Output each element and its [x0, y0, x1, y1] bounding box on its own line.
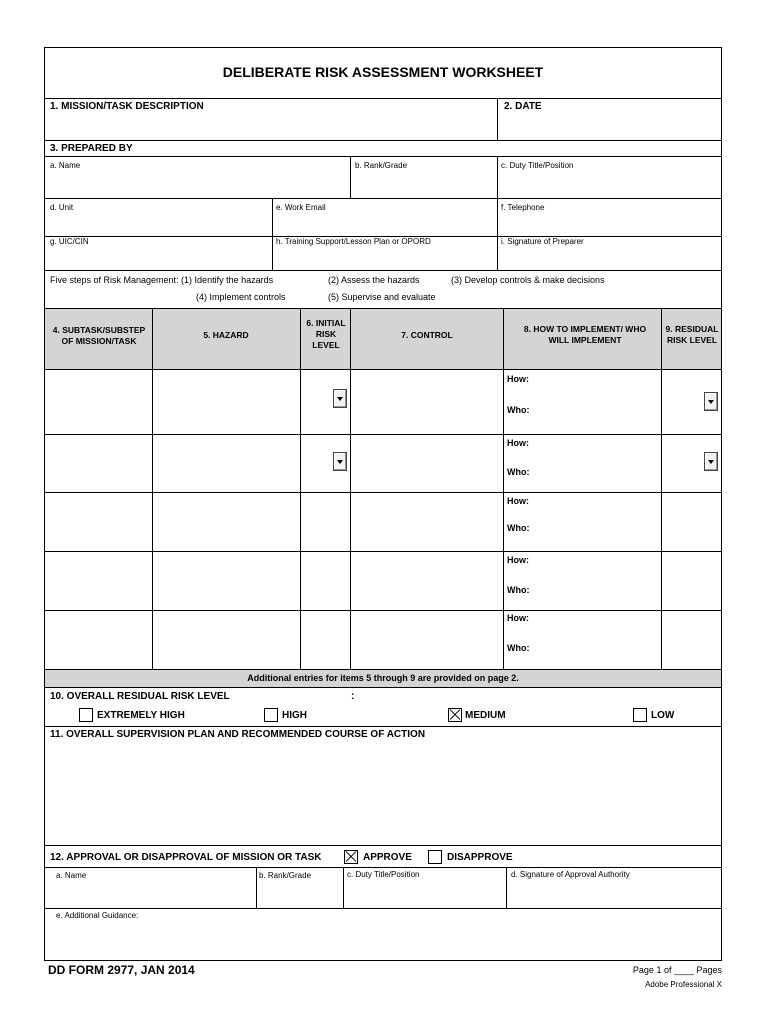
steps-line2-a: (4) Implement controls — [196, 292, 286, 302]
row4-control-cell[interactable] — [353, 554, 501, 608]
mission-task-label: 1. MISSION/TASK DESCRIPTION — [50, 101, 204, 112]
risk-assessment-form — [44, 47, 722, 961]
telephone-field[interactable] — [500, 214, 716, 234]
disapprove-label: DISAPPROVE — [447, 852, 513, 863]
additional-guidance-label: e. Additional Guidance: — [56, 911, 139, 920]
row1-residual-risk-dropdown[interactable] — [704, 392, 718, 411]
row1-who-label: Who: — [507, 405, 530, 415]
preparer-duty-label: c. Duty Title/Position — [501, 161, 574, 170]
row2-control-cell[interactable] — [353, 437, 501, 490]
approver-rank-field[interactable] — [258, 882, 342, 906]
preparer-duty-field[interactable] — [500, 172, 716, 196]
unit-label: d. Unit — [50, 203, 74, 212]
approve-label: APPROVE — [363, 852, 412, 863]
approver-rank-label: b. Rank/Grade — [259, 871, 312, 880]
row2-subtask-cell[interactable] — [47, 437, 150, 490]
high-checkbox[interactable] — [264, 708, 278, 722]
email-label: e. Work Email — [276, 203, 326, 212]
preparer-signature-field[interactable] — [500, 248, 716, 268]
col-initial-risk-header: 6. INITIAL RISK LEVEL — [306, 318, 346, 350]
row5-how-label: How: — [507, 613, 529, 623]
col-implement-header: 8. HOW TO IMPLEMENT/ WHO WILL IMPLEMENT — [523, 324, 647, 345]
col-residual-risk-header: 9. RESIDUAL RISK LEVEL — [665, 324, 719, 345]
uic-label: g. UIC/CIN — [50, 237, 89, 246]
row1-how-label: How: — [507, 374, 529, 384]
row5-control-cell[interactable] — [353, 613, 501, 667]
additional-entries-note: Additional entries for items 5 through 9 are provided on page 2. — [247, 673, 519, 683]
mission-task-field[interactable] — [47, 114, 493, 138]
date-field[interactable] — [501, 114, 717, 138]
col-hazard-header: 5. HAZARD — [203, 330, 249, 340]
row4-who-label: Who: — [507, 585, 530, 595]
preparer-rank-field[interactable] — [353, 172, 495, 196]
telephone-label: f. Telephone — [501, 203, 545, 212]
row2-residual-risk-dropdown[interactable] — [704, 452, 718, 471]
row4-how-label: How: — [507, 555, 529, 565]
medium-checkbox[interactable] — [448, 708, 462, 722]
approval-signature-label: d. Signature of Approval Authority — [511, 870, 630, 879]
disapprove-checkbox[interactable] — [428, 850, 442, 864]
row3-how-label: How: — [507, 496, 529, 506]
form-title: DELIBERATE RISK ASSESSMENT WORKSHEET — [222, 64, 544, 80]
row4-hazard-cell[interactable] — [155, 554, 298, 608]
preparer-name-field[interactable] — [47, 172, 347, 196]
row5-who-label: Who: — [507, 643, 530, 653]
training-field[interactable] — [275, 248, 495, 268]
low-label: LOW — [651, 710, 675, 721]
approver-duty-field[interactable] — [345, 882, 503, 906]
preparer-signature-label: i. Signature of Preparer — [501, 237, 584, 246]
email-field[interactable] — [275, 214, 495, 234]
col-subtask-header: 4. SUBTASK/SUBSTEP OF MISSION/TASK — [52, 325, 146, 346]
page-number: Page 1 of ____ Pages — [632, 965, 722, 975]
row3-who-label: Who: — [507, 523, 530, 533]
steps-line1-a: Five steps of Risk Management: (1) Identify the hazards — [50, 275, 274, 285]
col-control-header: 7. CONTROL — [401, 330, 453, 340]
row2-who-label: Who: — [507, 467, 530, 477]
unit-field[interactable] — [47, 214, 269, 234]
row1-control-cell[interactable] — [353, 372, 501, 432]
steps-line1-c: (3) Develop controls & make decisions — [451, 275, 605, 285]
uic-field[interactable] — [47, 248, 269, 268]
supervision-plan-label: 11. OVERALL SUPERVISION PLAN AND RECOMMENDED COURSE OF ACTION — [50, 729, 426, 740]
overall-risk-colon: : — [351, 691, 355, 702]
preparer-name-label: a. Name — [50, 161, 81, 170]
row1-initial-risk-dropdown[interactable] — [333, 389, 347, 408]
overall-risk-label: 10. OVERALL RESIDUAL RISK LEVEL — [50, 691, 230, 702]
preparer-rank-label: b. Rank/Grade — [355, 161, 408, 170]
supervision-plan-field[interactable] — [47, 744, 719, 842]
row3-hazard-cell[interactable] — [155, 495, 298, 549]
additional-guidance-field[interactable] — [47, 922, 719, 958]
approve-checkbox[interactable] — [344, 850, 358, 864]
approval-signature-field[interactable] — [509, 882, 719, 906]
date-label: 2. DATE — [504, 101, 542, 112]
row2-how-label: How: — [507, 438, 529, 448]
row5-hazard-cell[interactable] — [155, 613, 298, 667]
training-label: h. Training Support/Lesson Plan or OPORD — [276, 237, 431, 246]
approval-label: 12. APPROVAL OR DISAPPROVAL OF MISSION OR TASK — [50, 852, 322, 863]
row2-initial-risk-dropdown[interactable] — [333, 452, 347, 471]
form-identifier: DD FORM 2977, JAN 2014 — [48, 963, 195, 977]
row5-subtask-cell[interactable] — [47, 613, 150, 667]
approver-name-field[interactable] — [47, 882, 253, 906]
row1-subtask-cell[interactable] — [47, 372, 150, 432]
row4-subtask-cell[interactable] — [47, 554, 150, 608]
row3-subtask-cell[interactable] — [47, 495, 150, 549]
steps-line1-b: (2) Assess the hazards — [328, 275, 420, 285]
high-label: HIGH — [282, 710, 307, 721]
row3-control-cell[interactable] — [353, 495, 501, 549]
prepared-by-label: 3. PREPARED BY — [50, 143, 133, 154]
extremely-high-checkbox[interactable] — [79, 708, 93, 722]
row1-hazard-cell[interactable] — [155, 372, 298, 432]
medium-label: MEDIUM — [465, 710, 506, 721]
steps-line2-b: (5) Supervise and evaluate — [328, 292, 436, 302]
row2-hazard-cell[interactable] — [155, 437, 298, 490]
approver-name-label: a. Name — [56, 871, 87, 880]
software-note: Adobe Professional X — [645, 980, 722, 989]
low-checkbox[interactable] — [633, 708, 647, 722]
extremely-high-label: EXTREMELY HIGH — [97, 710, 185, 721]
approver-duty-label: c. Duty Title/Position — [347, 870, 420, 879]
